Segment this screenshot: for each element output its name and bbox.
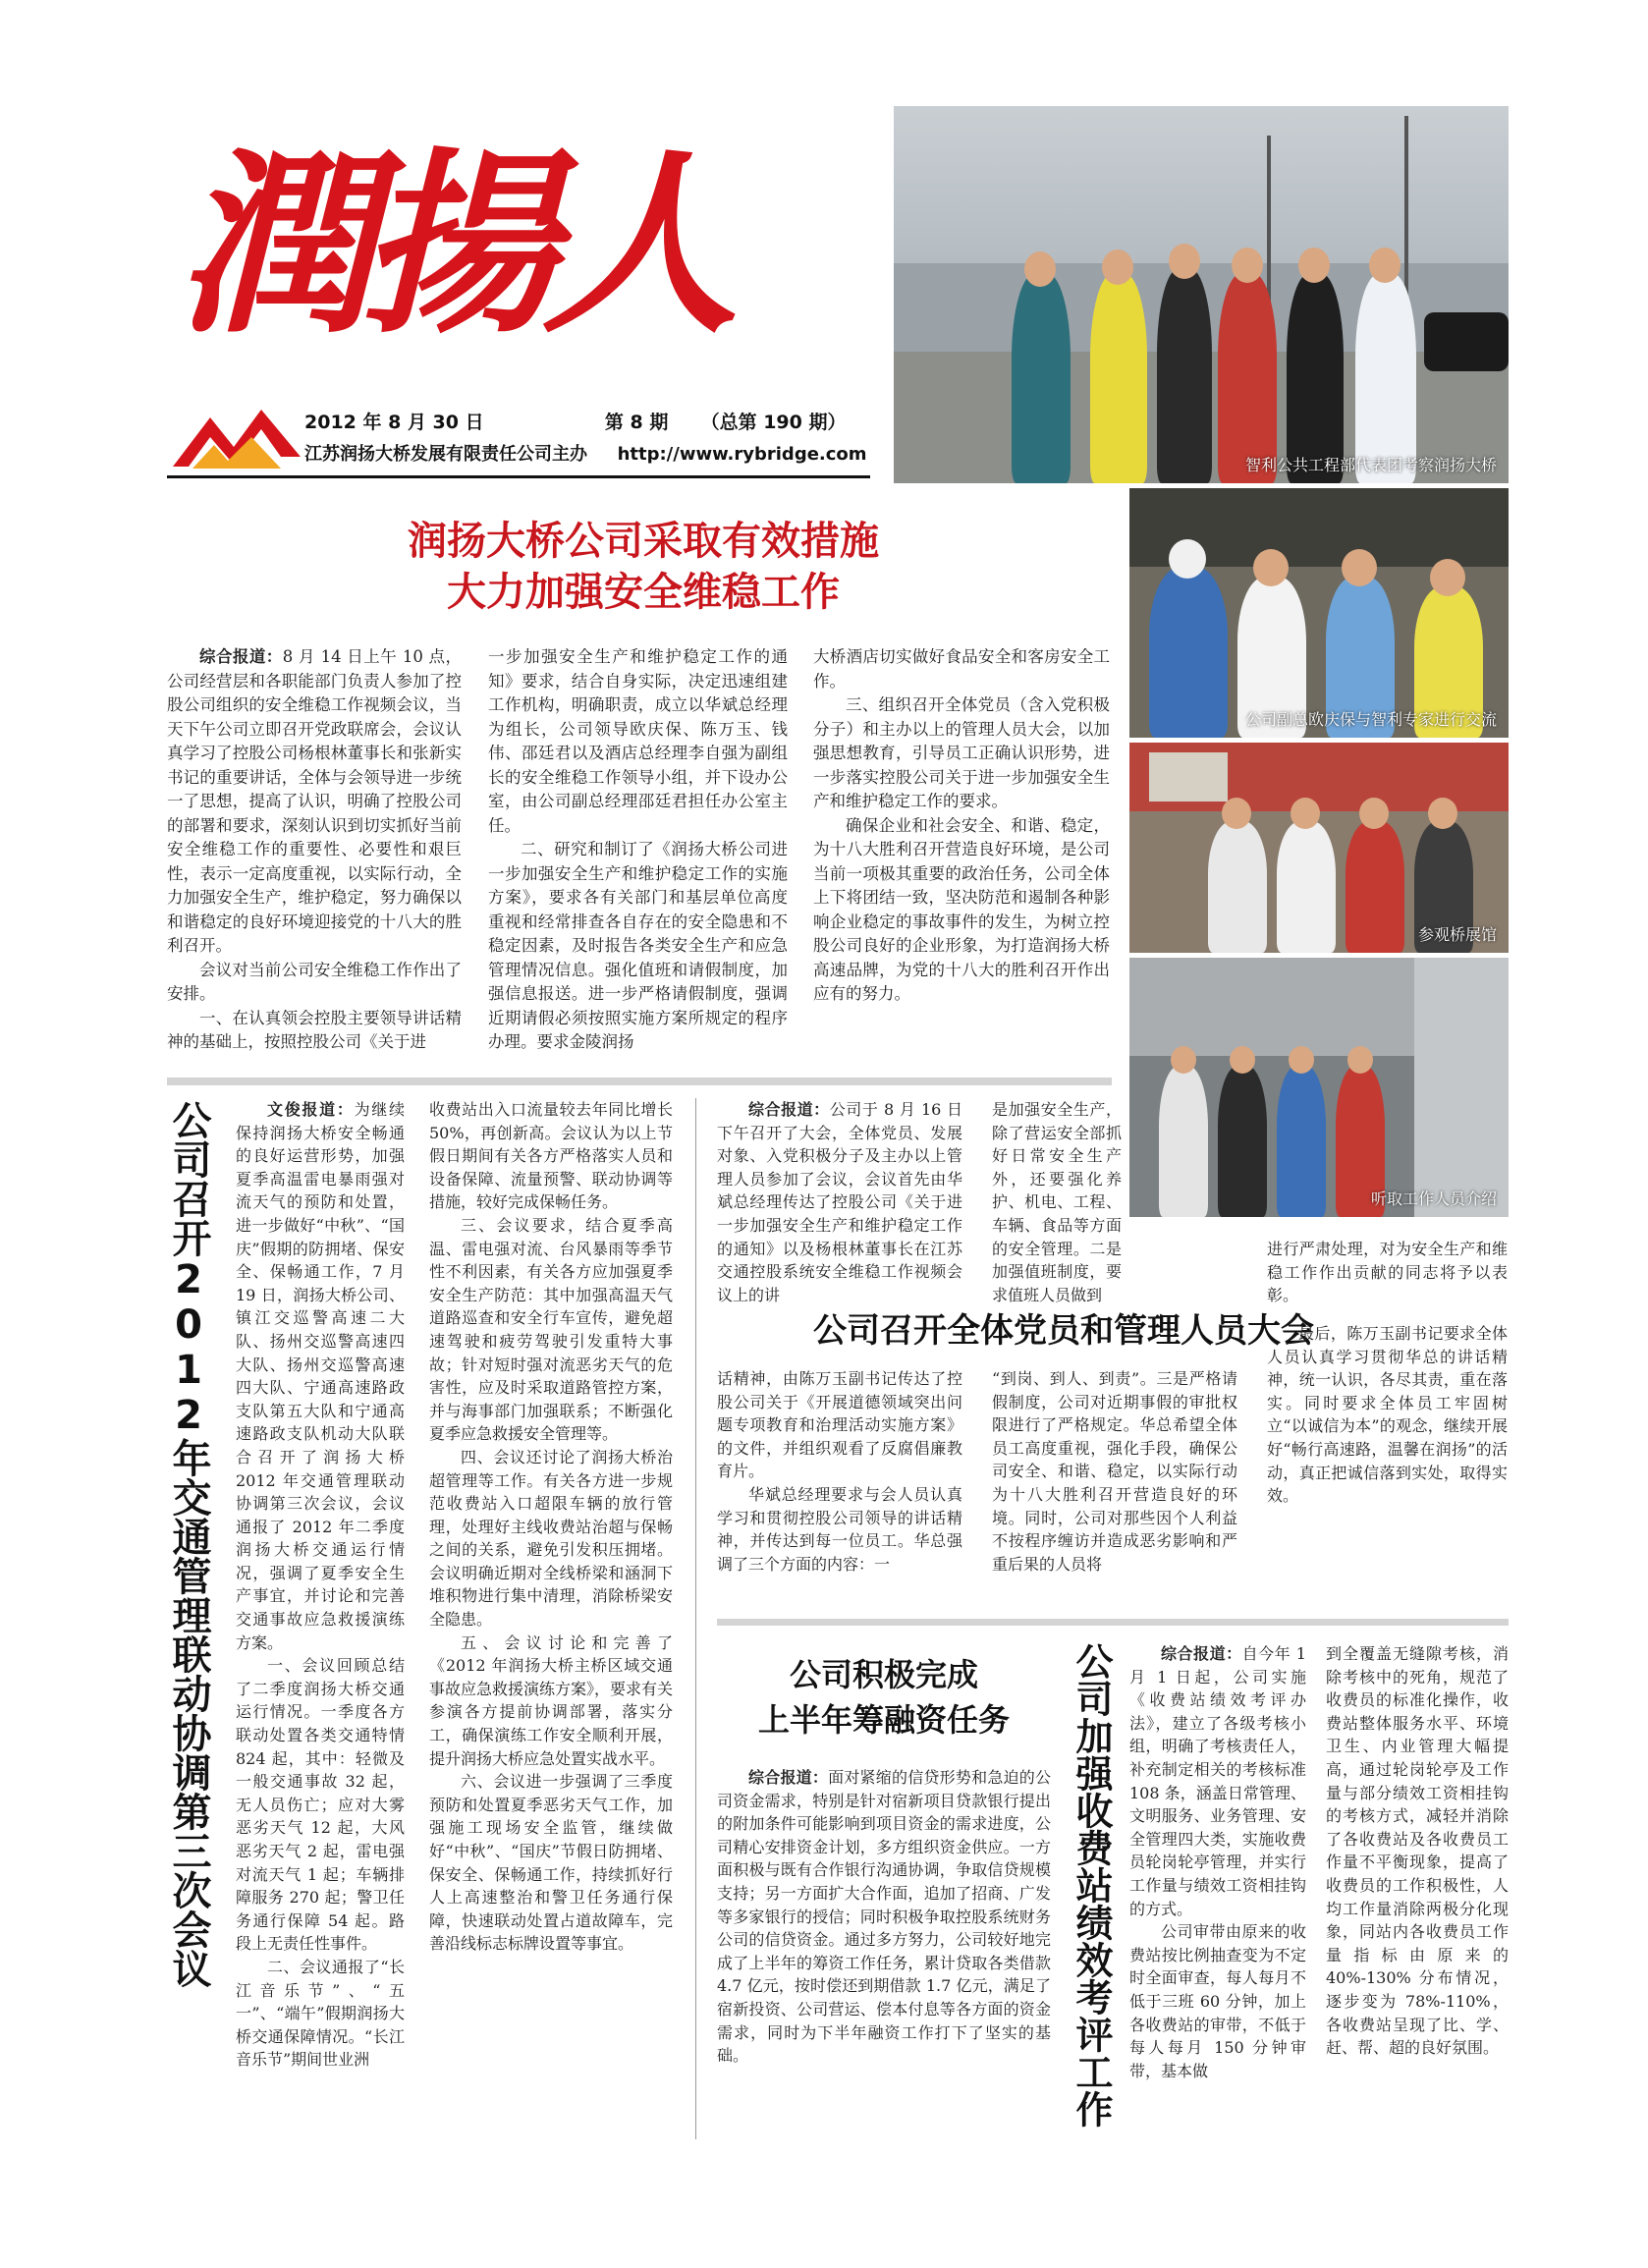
issue-date: 2012 年 8 月 30 日 — [304, 412, 484, 433]
article2-title: 公司召开2012年交通管理联动协调第三次会议 — [166, 1100, 211, 1988]
bridge-logo-icon — [173, 398, 301, 476]
issue-total: （总第 190 期） — [700, 412, 847, 433]
article1-title-line1: 润扬大桥公司采取有效措施 — [408, 518, 879, 564]
publisher-line — [304, 440, 894, 466]
photo-caption-top: 智利公共工程部代表团考察润扬大桥 — [1244, 456, 1497, 474]
article1-col1-p3: 一、在认真领会控股主要领导讲话精神的基础上，按照控股公司《关于进 — [167, 1008, 462, 1051]
article2-col1-p2: 一、会议回顾总结了二季度润扬大桥交通运行情况。一季度各方联动处置各类交通特情 824 起，其中：轻微及一般交通事故 32 起，无人员伤亡；应对大雾恶劣天气 12 起，大风恶劣天气 2 起，雷电强对流天气 1 起；车辆排障服务 270 起；警卫任务通行保障 54 起。路段上无责任性事件。 — [236, 1656, 405, 1954]
masthead-title: 潤揚人 — [177, 130, 726, 360]
article2-col1-p3: 二、会议通报了“长江音乐节”、“五一”、“端午”假期润扬大桥交通保障情况。“长江音乐节”期间世业洲 — [236, 1957, 405, 2070]
article4-headline — [717, 1652, 1051, 1742]
article3-colB — [992, 1098, 1122, 1306]
article3-row2-colA — [717, 1367, 962, 1576]
photo-caption-exchange: 公司副总欧庆保与智利专家进行交流 — [1244, 710, 1497, 729]
article3-colC-top — [1267, 1238, 1508, 1307]
article3-colB-p2: “到岗、到人、到责”。三是严格请假制度，公司对近期事假的审批权限进行了严格规定。华总希望全体员工高度重视，强化手段，确保公司安全、和谐、稳定，以实际行动为十八大胜利召开营造良好的环境。同时，公司对那些因个人利益不按程序缠访并造成恶劣影响和严重后果的人员将 — [992, 1369, 1237, 1574]
photo-briefing — [1129, 958, 1509, 1217]
article4-p1: 面对紧缩的信贷形势和急迫的公司资金需求，特别是针对宿新项目贷款银行提出的附加条件可能影响到项目资金的需求进度，公司精心安排资金计划，多方组织资金供应。一方面积极与既有合作银行沟通协调，争取信贷规模支持；另一方面扩大合作面，追加了招商、广发等多家银行的授信；同时积极争取控股系统财务公司的信贷资金。通过多方努力，公司较好地完成了上半年的筹资工作任务，累计贷取各类借款 4.7 亿元，按时偿还到期借款 1.7 亿元，满足了宿新投资、公司营运、偿本付息等各方面的资金需求，同时为下半年融资工作打下了坚实的基础。 — [717, 1768, 1051, 2066]
divider-vertical-1 — [695, 1098, 696, 2139]
article1-col3-p1: 大桥酒店切实做好食品安全和客房安全工作。 — [813, 647, 1110, 691]
article3-colC-p2: 最后，陈万玉副书记要求全体人员认真学习贯彻华总的讲话精神，统一认识，各尽其责，重在落实。同时要求全体员工牢固树立“以诚信为本”的观念，继续开展好“畅行高速路，温馨在润扬”的活动，真正把诚信落到实处，取得实效。 — [1267, 1324, 1508, 1506]
masthead-logo — [173, 398, 301, 476]
article5-col2-p1: 到全覆盖无缝隙考核，消除考核中的死角，规范了收费员的标准化操作，收费站整体服务水平、环境卫生、内业管理大幅提高，通过轮岗轮亭及工作量与部分绩效工资相挂钩的考核方式，减轻并消除了各收费站及各收费员工作量不平衡现象，提高了收费员的工作积极性，人均工作量消除两极分化现象，同站内各收费员工作量指标由原来的 40%-130% 分布情况，逐步变为 78%-110%，各收费站呈现了比、学、赶、帮、超的良好氛围。 — [1326, 1644, 1509, 2058]
photo-exchange — [1129, 488, 1509, 738]
article1-col2-p1: 一步加强安全生产和维护稳定工作的通知》要求，结合自身实际，决定迅速组建工作机构，明确职责，成立以华斌总经理为组长，公司领导欧庆保、陈万玉、钱伟、邵廷君以及酒店总经理李自强为副组长的安全维稳工作领导小组，并下设办公室，由公司副总经理邵廷君担任办公室主任。 — [488, 647, 788, 835]
article1-title-line2: 大力加强安全维稳工作 — [447, 569, 840, 615]
article3-lead: 综合报道： — [748, 1100, 830, 1119]
article4-title-line2: 上半年筹融资任务 — [757, 1701, 1010, 1739]
article1-col3-p3: 确保企业和社会安全、和谐、稳定，为十八大胜利召开营造良好环境，是公司当前一项极其重要的政治任务，公司全体上下将团结一致，坚决防范和遏制各种影响企业稳定的事故事件的发生，为树立控股公司良好的企业形象，为打造润扬大桥高速品牌，为党的十八大的胜利召开作出应有的努力。 — [813, 815, 1110, 1003]
article1-col1-p2: 会议对当前公司安全维稳工作作出了安排。 — [167, 960, 462, 1003]
photo-caption-museum: 参观桥展馆 — [1417, 925, 1497, 944]
photo-delegation-bridge — [894, 106, 1509, 483]
article2-col2-p5: 六、会议进一步强调了三季度预防和处置夏季恶劣天气工作，加强施工现场安全监管，继续做好“中秋”、“国庆”节假日防拥堵、保安全、保畅通工作，持续抓好行人上高速整治和警卫任务通行保障，快速联动处置占道故障车，完善沿线标志标牌设置等事宜。 — [429, 1772, 673, 1954]
article2-lead: 文俊报道： — [267, 1100, 355, 1119]
article5-col2 — [1326, 1642, 1509, 2060]
article1-col2 — [488, 645, 788, 1055]
article5-col1-p1: 自今年 1 月 1 日起，公司实施《收费站绩效考评办法》，建立了各级考核小组，明确了考核责任人，补充制定相关的考核标准 108 条，涵盖日常管理、文明服务、业务管理、安全管理四大类，实施收费员轮岗轮亭管理，并实行工作量与绩效工资相挂钩的方式。 — [1129, 1644, 1306, 1918]
article4-title-line1: 公司积极完成 — [789, 1656, 978, 1693]
article1-col1-p1: 8 月 14 日上午 10 点，公司经营层和各职能部门负责人参加了控股公司组织的安全维稳工作视频会议，当天下午公司立即召开党政联席会，会议认真学习了控股公司杨根林董事长和张新实书记的重要讲话，全体与会领导进一步统一了思想，提高了认识，明确了控股公司的部署和要求，深刻认识到切实抓好当前安全维稳工作的重要性、必要性和艰巨性，表示一定高度重视，以实际行动，全力加强安全生产，维护稳定，努力确保以和谐稳定的良好环境迎接党的十八大的胜利召开。 — [167, 647, 462, 955]
article1-lead: 综合报道： — [199, 647, 283, 666]
article2-col2-p2: 三、会议要求，结合夏季高温、雷电强对流、台风暴雨等季节性不利因素，有关各方应加强夏季安全生产防范：其中加强高温天气道路巡查和安全行车宣传，避免超速驾驶和疲劳驾驶引发重特大事故；针对短时强对流恶劣天气的危害性，应及时采取道路管控方案，并与海事部门加强联系；不断强化夏季应急救援安全管理等。 — [429, 1215, 673, 1444]
article1-col1 — [167, 645, 462, 1055]
article1-col3-p2: 三、组织召开全体党员（含入党积极分子）和主办以上的管理人员大会，以加强思想教育，引导员工正确认识形势，进一步落实控股公司关于进一步加强安全生产和维护稳定工作的要求。 — [813, 695, 1110, 810]
article2-col2-p3: 四、会议还讨论了润扬大桥治超管理等工作。有关各方进一步规范收费站入口超限车辆的放行管理，处理好主线收费站治超与保畅之间的关系，避免引发积压拥堵。会议明确近期对全线桥梁和涵洞下堆积物进行集中清理，消除桥梁安全隐患。 — [429, 1447, 673, 1630]
photo-caption-briefing: 听取工作人员介绍 — [1370, 1189, 1497, 1208]
article3-colA-p1: 公司于 8 月 16 日下午召开了大会，全体党员、发展对象、入党积极分子及主办以上管理人员参加了会议，会议首先由华斌总经理传达了控股公司《关于进一步加强安全生产和维护稳定工作的通知》以及杨根林董事长在江苏交通控股系统安全维稳工作视频会议上的讲 — [717, 1100, 962, 1304]
article2-col1-p1: 为继续保持润扬大桥安全畅通的良好运营形势，加强夏季高温雷电暴雨强对流天气的预防和处置，进一步做好“中秋”、“国庆”假期的防拥堵、保安全、保畅通工作，7 月 19 日，润扬大桥公司、镇江交巡警高速二大队、扬州交巡警高速四大队、扬州交巡警高速四大队、宁通高速路政支队第五大队和宁通高速路政支队机动大队联合召开了润扬大桥 2012 年交通管理联动协调第三次会议，会议通报了 2012 年二季度润扬大桥交通运行情况，强调了夏季安全生产事宜，并讨论和完善交通事故应急救援演练方案。 — [236, 1100, 405, 1652]
article5-col1-p2: 公司审带由原来的收费站按比例抽查变为不定时全面审查，每人每月不低于三班 60 分钟，加上各收费站的审带，不低于每人每月 150 分钟审带，基本做 — [1129, 1922, 1306, 2080]
article3-colA — [717, 1098, 962, 1306]
issue-number: 第 8 期 — [604, 412, 669, 433]
publisher: 江苏润扬大桥发展有限责任公司主办 — [304, 444, 587, 465]
article2-col2 — [429, 1098, 673, 1956]
article2-col2-p4: 五、会议讨论和完善了《2012 年润扬大桥主桥区域交通事故应急救援演练方案》，要求有关参演各方提前协调部署，落实分工，确保演练工作安全顺利开展，提升润扬大桥应急处置实战水平。 — [429, 1632, 674, 1768]
article3-colA-p3: 华斌总经理要求与会人员认真学习和贯彻控股公司领导的讲话精神，并传达到每一位员工。华总强调了三个方面的内容：一 — [717, 1484, 962, 1574]
article3-title: 公司召开全体党员和管理人员大会 — [813, 1311, 1314, 1351]
article4-body — [717, 1766, 1051, 2068]
article3-colC-p1: 进行严肃处理，对为安全生产和维稳工作作出贡献的同志将予以表彰。 — [1267, 1240, 1508, 1305]
issue-line — [304, 408, 894, 434]
article5-lead: 综合报道： — [1161, 1644, 1242, 1663]
site-url[interactable]: http://www.rybridge.com — [617, 444, 867, 465]
article1-col2-p2: 二、研究和制订了《润扬大桥公司进一步加强安全生产和维护稳定工作的实施方案》，要求各有关部门和基层单位高度重视和经常排查各自存在的安全隐患和不稳定因素，及时报告各类安全生产和应急管理情况信息。强化值班和请假制度，加强信息报送。进一步严格请假制度，强调近期请假必须按照实施方案所规定的程序办理。要求金陵润扬 — [488, 840, 788, 1051]
article3-row2-colC — [1267, 1322, 1508, 1508]
masthead — [167, 98, 894, 481]
article3-colA-p2: 话精神，由陈万玉副书记传达了控股公司关于《开展道德领域突出问题专项教育和治理活动实施方案》的文件，并组织观看了反腐倡廉教育片。 — [717, 1369, 962, 1481]
divider-horizontal-1 — [167, 1078, 1112, 1085]
article4-lead: 综合报道： — [748, 1768, 829, 1787]
article5-col1 — [1129, 1642, 1306, 2082]
article2-col1 — [236, 1098, 405, 2072]
masthead-rule — [167, 475, 870, 478]
article1-headline — [167, 516, 1120, 618]
divider-horizontal-2 — [717, 1619, 1509, 1626]
photo-bridge-museum — [1129, 743, 1509, 953]
article5-title: 公司加强收费站绩效考评工作 — [1070, 1642, 1113, 2128]
article1-col3 — [813, 645, 1110, 1007]
article3-colB-p1: 是加强安全生产，除了营运安全部抓好日常安全生产外，还要强化养护、机电、工程、车辆、食品等方面的安全管理。二是加强值班制度，要求值班人员做到 — [992, 1100, 1122, 1304]
article3-row2-colB — [992, 1367, 1237, 1576]
article2-col2-p1: 收费站出入口流量较去年同比增长 50%，再创新高。会议认为以上节假日期间有关各方严格落实人员和设备保障、流量预警、联动协调等措施，较好完成保畅任务。 — [429, 1100, 673, 1212]
